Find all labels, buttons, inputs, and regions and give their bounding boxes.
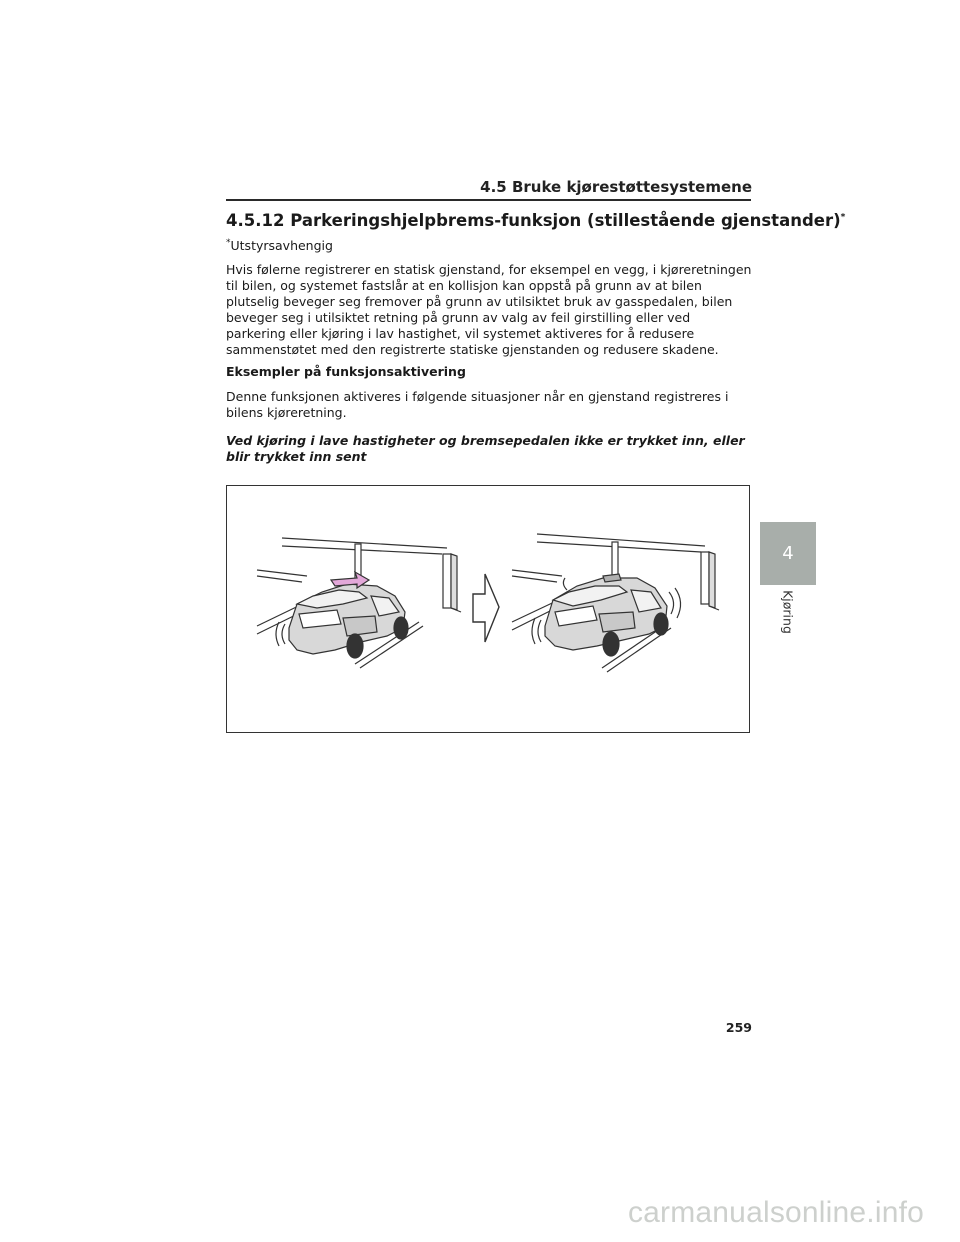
equipment-note xyxy=(226,238,333,253)
scenario-heading: Ved kjøring i lave hastigheter og bremsepedalen ikke er trykket inn, eller blir trykket inn sent xyxy=(226,433,745,464)
examples-subheading: Eksempler på funksjonsaktivering xyxy=(226,364,466,379)
parking-brake-figure xyxy=(226,485,750,733)
header-divider xyxy=(226,199,751,201)
activation-paragraph: Denne funksjonen aktiveres i følgende situasjoner når en gjenstand registreres i bilens kjøreretning. xyxy=(226,389,729,420)
section-title xyxy=(226,211,845,230)
chapter-number: 4 xyxy=(782,543,794,564)
intro-paragraph: Hvis følerne registrerer en statisk gjenstand, for eksempel en vegg, i kjøreretningen til bilen, og systemet fastslår at en kollisjon kan oppstå på grunn av at bilen plutselig beveger seg fremover på grunn av utilsiktet bruk av gasspedalen, bilen beveger seg i utilsiktet retning på grunn av valg av feil girstilling eller ved parkering eller kjøring i lav hastighet, vil systemet aktiveres for å redusere sammenstøtet med den registrerte statiske gjenstanden og redusere skadene. xyxy=(226,262,752,357)
watermark: carmanualsonline.info xyxy=(627,1196,924,1229)
section-title-marker: * xyxy=(840,212,846,223)
car-approaching-wall-illustration xyxy=(257,538,461,668)
chapter-label: Kjøring xyxy=(780,590,796,634)
car-braking-illustration xyxy=(512,534,719,672)
page-number: 259 xyxy=(725,1020,752,1035)
footnote-text: Utstyrsavhengig xyxy=(230,238,333,254)
chapter-tab xyxy=(760,522,816,585)
running-header: 4.5 Bruke kjørestøttesystemene xyxy=(480,178,752,196)
footnote-marker: * xyxy=(226,238,231,248)
arrow-right-icon xyxy=(473,574,499,642)
section-title-text: 4.5.12 Parkeringshjelpbrems-funksjon (stillestående gjenstander) xyxy=(226,211,841,230)
